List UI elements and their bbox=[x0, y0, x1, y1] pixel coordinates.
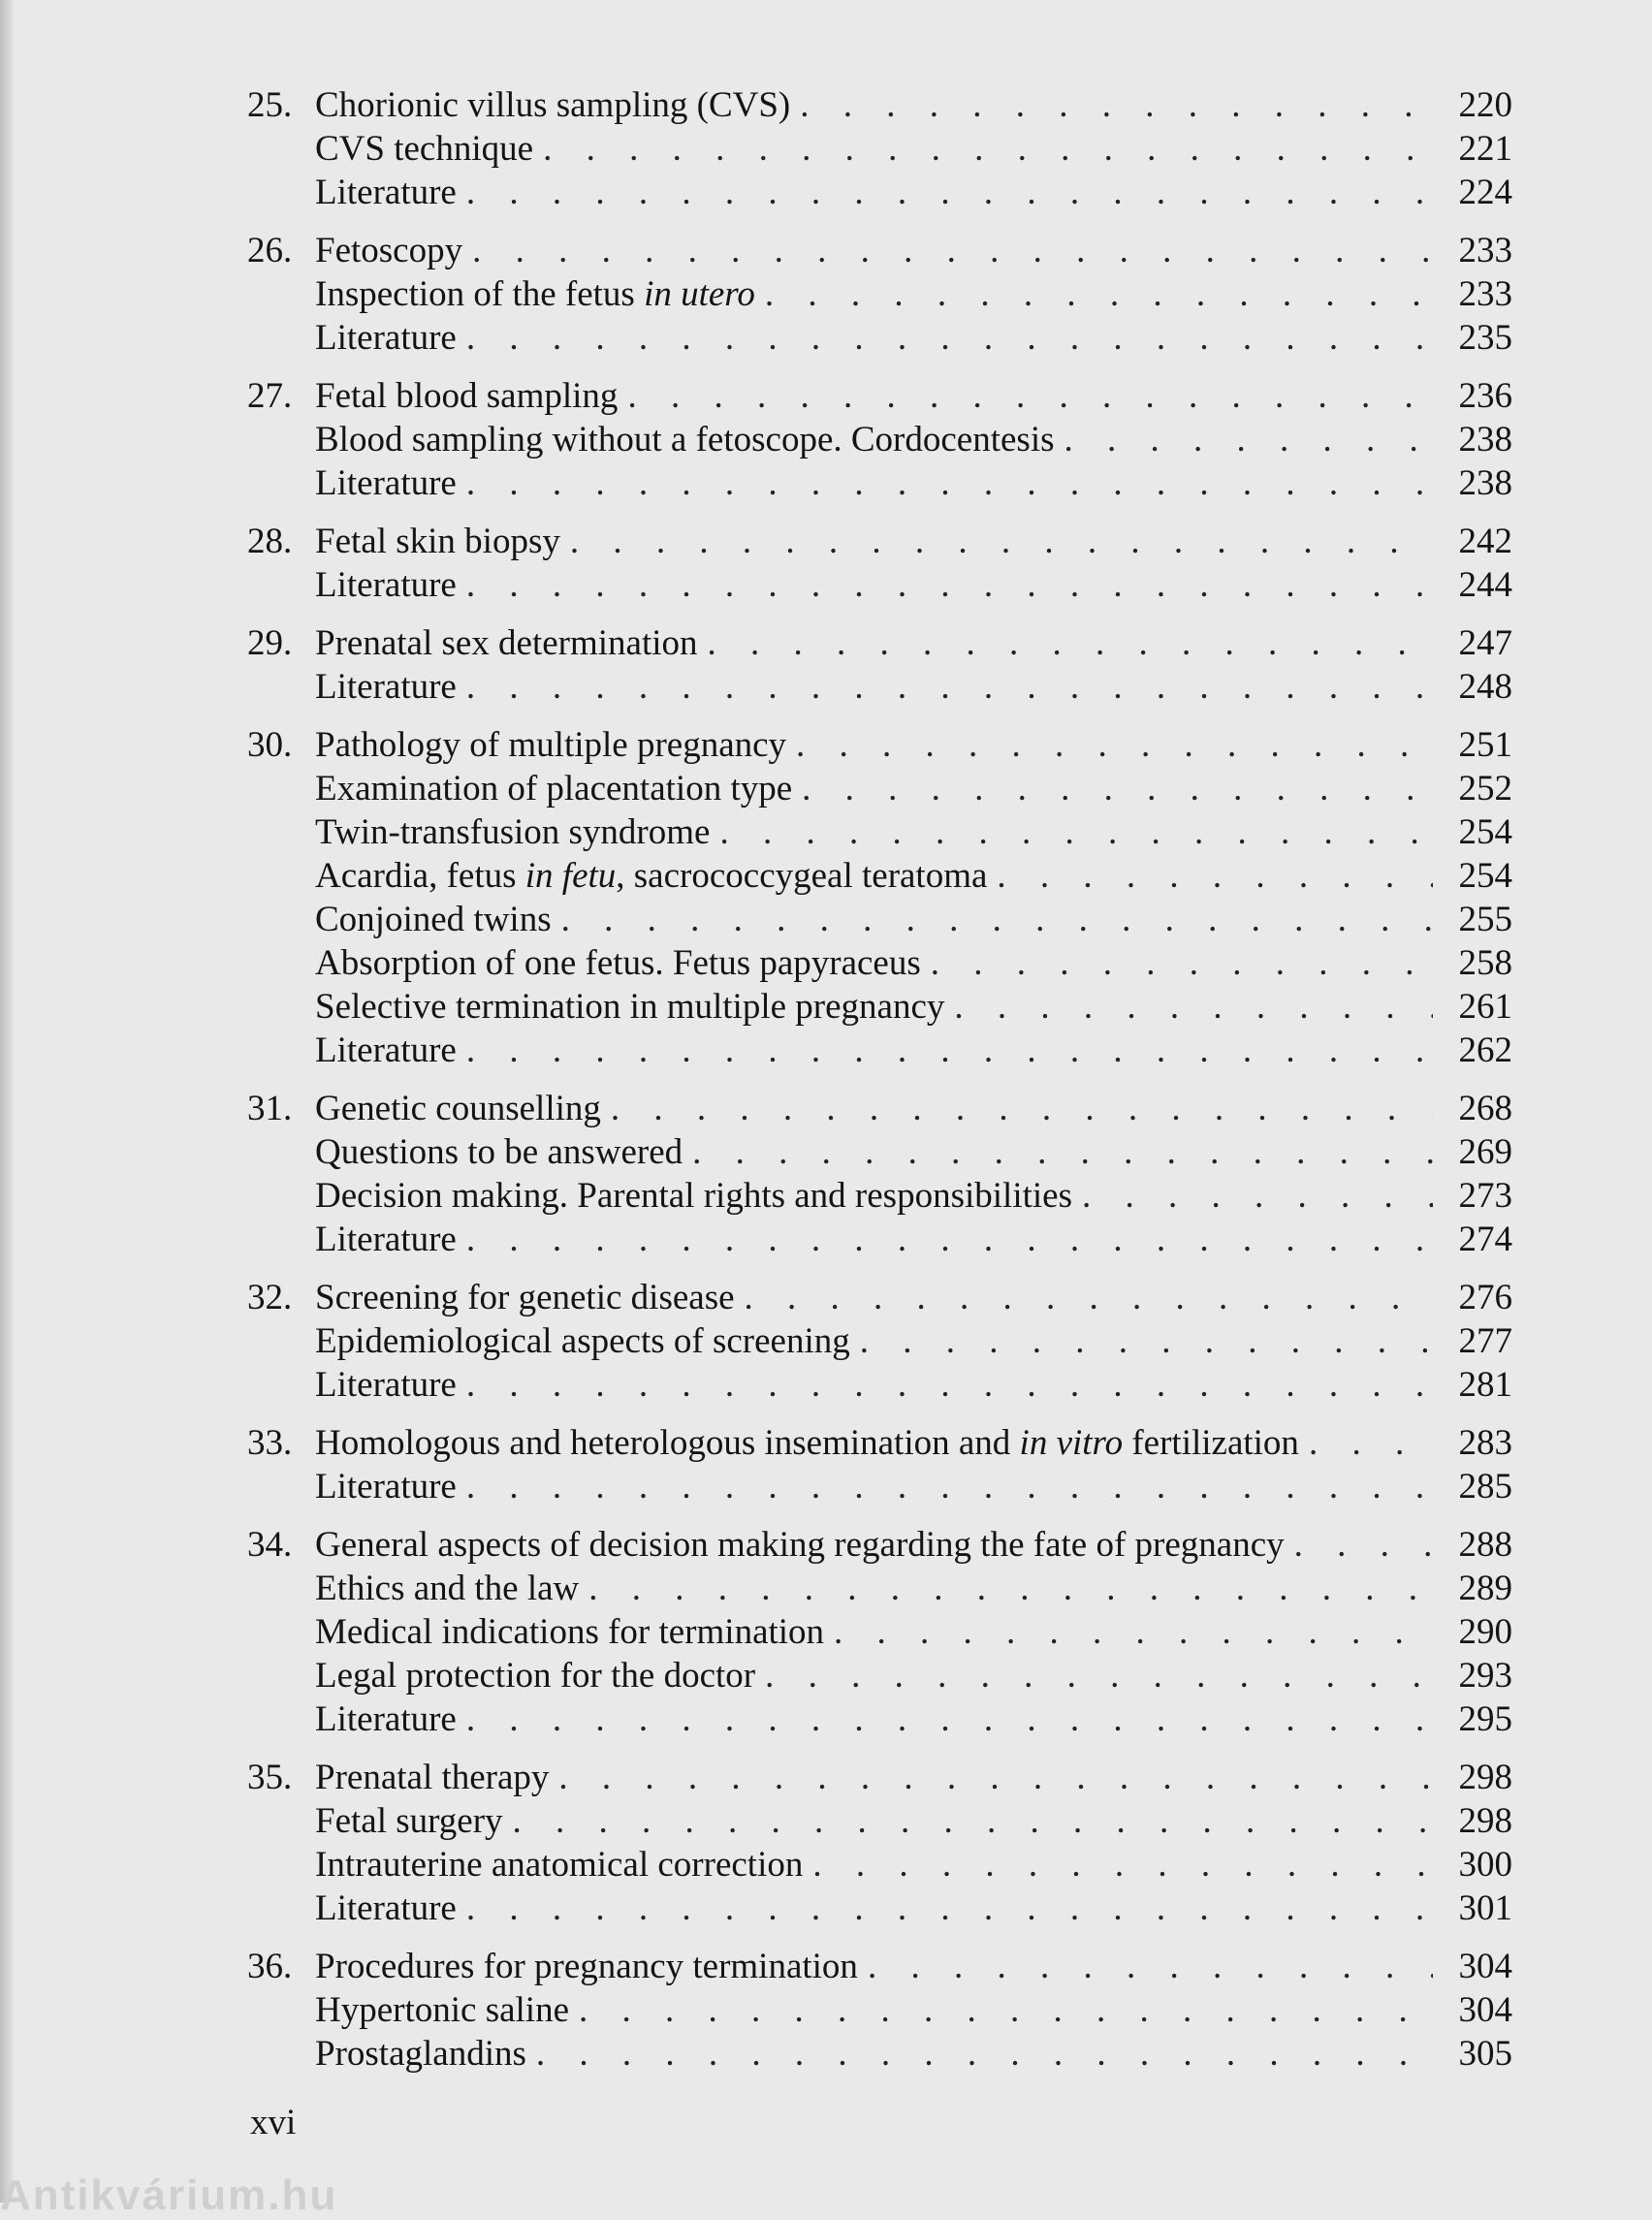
page-number: 236 bbox=[1458, 376, 1512, 416]
title-text: Literature bbox=[315, 318, 457, 358]
title-text: Conjoined twins bbox=[315, 900, 552, 939]
page-number: 283 bbox=[1458, 1423, 1512, 1463]
toc-chapter-block bbox=[247, 520, 1512, 607]
dot-leader bbox=[472, 229, 1433, 272]
toc-sub-entry bbox=[247, 1218, 1512, 1261]
title-text: Epidemiological aspects of screening bbox=[315, 1321, 850, 1361]
toc-chapter-entry bbox=[247, 229, 1512, 272]
toc-sub-entry bbox=[247, 1697, 1512, 1741]
section-title bbox=[315, 1843, 803, 1887]
title-text: Literature bbox=[315, 1467, 457, 1506]
title-text: Prenatal sex determination bbox=[315, 623, 698, 663]
toc-sub-entry bbox=[247, 1610, 1512, 1654]
dot-leader bbox=[1294, 1523, 1433, 1567]
page-number: 276 bbox=[1458, 1278, 1512, 1317]
section-title bbox=[315, 941, 921, 985]
toc-chapter-block bbox=[247, 1523, 1512, 1741]
toc-sub-entry bbox=[247, 272, 1512, 316]
toc-sub-entry bbox=[247, 1174, 1512, 1218]
chapter-title bbox=[315, 1276, 735, 1319]
page-number: 273 bbox=[1458, 1176, 1512, 1216]
title-text: Ethics and the law bbox=[315, 1569, 580, 1608]
toc-sub-entry bbox=[247, 563, 1512, 607]
chapter-title bbox=[315, 229, 462, 272]
chapter-number: 32. bbox=[247, 1278, 293, 1317]
chapter-title bbox=[315, 1087, 601, 1130]
title-italic-text: in fetu bbox=[524, 856, 617, 896]
dot-leader bbox=[1309, 1421, 1433, 1465]
dot-leader bbox=[513, 1799, 1433, 1843]
page-number: 268 bbox=[1458, 1089, 1512, 1128]
toc-sub-entry bbox=[247, 665, 1512, 709]
dot-leader bbox=[627, 374, 1433, 418]
title-text: Genetic counselling bbox=[315, 1089, 601, 1128]
dot-leader bbox=[466, 665, 1433, 709]
page-folio: xvi bbox=[250, 2103, 297, 2142]
title-text: Literature bbox=[315, 667, 457, 707]
page-number: 238 bbox=[1458, 420, 1512, 460]
section-title bbox=[315, 2032, 526, 2076]
chapter-number: 25. bbox=[247, 85, 293, 125]
page-number: 261 bbox=[1458, 987, 1512, 1027]
toc-sub-entry bbox=[247, 1363, 1512, 1407]
toc-sub-entry bbox=[247, 1130, 1512, 1174]
page-number: 301 bbox=[1458, 1888, 1512, 1928]
dot-leader bbox=[466, 1465, 1433, 1508]
toc-chapter-entry bbox=[247, 1087, 1512, 1130]
toc-chapter-entry bbox=[247, 520, 1512, 563]
title-text: Legal protection for the doctor bbox=[315, 1656, 756, 1696]
page-number: 274 bbox=[1458, 1220, 1512, 1259]
dot-leader bbox=[579, 1988, 1433, 2032]
chapter-number: 34. bbox=[247, 1525, 293, 1565]
toc-chapter-entry bbox=[247, 374, 1512, 418]
dot-leader bbox=[1082, 1174, 1433, 1218]
title-text: General aspects of decision making regarding the fate of pregnancy bbox=[315, 1525, 1285, 1565]
dot-leader bbox=[708, 621, 1433, 665]
dot-leader bbox=[765, 1654, 1433, 1697]
page-number: 304 bbox=[1458, 1947, 1512, 1986]
toc-sub-entry bbox=[247, 1799, 1512, 1843]
toc-sub-entry bbox=[247, 316, 1512, 360]
chapter-title bbox=[315, 1756, 549, 1799]
page-number: 247 bbox=[1458, 623, 1512, 663]
section-title bbox=[315, 810, 710, 854]
title-text: Pathology of multiple pregnancy bbox=[315, 725, 787, 765]
section-title bbox=[315, 272, 755, 316]
page-number: 298 bbox=[1458, 1801, 1512, 1841]
toc-chapter-block bbox=[247, 1945, 1512, 2076]
section-title bbox=[315, 418, 1055, 461]
table-of-contents bbox=[247, 83, 1512, 2090]
watermark-text: Antikvárium.hu bbox=[0, 2172, 338, 2219]
dot-leader bbox=[765, 272, 1433, 316]
dot-leader bbox=[719, 810, 1433, 854]
section-title bbox=[315, 1218, 457, 1261]
title-text: Literature bbox=[315, 1699, 457, 1739]
dot-leader bbox=[611, 1087, 1433, 1130]
toc-chapter-block bbox=[247, 621, 1512, 709]
toc-chapter-block bbox=[247, 374, 1512, 505]
toc-sub-entry bbox=[247, 2032, 1512, 2076]
toc-sub-entry bbox=[247, 1319, 1512, 1363]
page-number: 238 bbox=[1458, 463, 1512, 503]
chapter-title bbox=[315, 83, 790, 127]
section-title bbox=[315, 563, 457, 607]
toc-sub-entry bbox=[247, 418, 1512, 461]
page-number: 304 bbox=[1458, 1990, 1512, 2030]
page-number: 220 bbox=[1458, 85, 1512, 125]
title-text: Prostaglandins bbox=[315, 2034, 526, 2074]
toc-sub-entry bbox=[247, 1465, 1512, 1508]
page-number: 290 bbox=[1458, 1612, 1512, 1652]
dot-leader bbox=[802, 767, 1433, 810]
title-text: Inspection of the fetus bbox=[315, 274, 645, 314]
dot-leader bbox=[466, 1363, 1433, 1407]
page-number: 254 bbox=[1458, 812, 1512, 852]
title-text: Questions to be answered bbox=[315, 1132, 683, 1172]
toc-chapter-entry bbox=[247, 723, 1512, 767]
title-text: Medical indications for termination bbox=[315, 1612, 825, 1652]
page-number: 288 bbox=[1458, 1525, 1512, 1565]
title-text: Hypertonic saline bbox=[315, 1990, 569, 2030]
dot-leader bbox=[561, 898, 1433, 941]
page-number: 289 bbox=[1458, 1569, 1512, 1608]
toc-sub-entry bbox=[247, 127, 1512, 171]
page-number: 244 bbox=[1458, 565, 1512, 605]
dot-leader bbox=[466, 461, 1433, 505]
toc-chapter-block bbox=[247, 229, 1512, 360]
title-text: Decision making. Parental rights and responsibilities bbox=[315, 1176, 1072, 1216]
chapter-title bbox=[315, 1523, 1285, 1567]
toc-chapter-entry bbox=[247, 83, 1512, 127]
section-title bbox=[315, 665, 457, 709]
page-number: 233 bbox=[1458, 231, 1512, 270]
dot-leader bbox=[997, 854, 1433, 898]
chapter-number: 28. bbox=[247, 522, 293, 561]
dot-leader bbox=[466, 563, 1433, 607]
chapter-number: 35. bbox=[247, 1758, 293, 1797]
page-number: 269 bbox=[1458, 1132, 1512, 1172]
toc-sub-entry bbox=[247, 1029, 1512, 1072]
page-number: 285 bbox=[1458, 1467, 1512, 1506]
title-text: Absorption of one fetus. Fetus papyraceus bbox=[315, 943, 921, 983]
page-number: 248 bbox=[1458, 667, 1512, 707]
section-title bbox=[315, 1130, 683, 1174]
dot-leader bbox=[466, 171, 1433, 214]
dot-leader bbox=[954, 985, 1433, 1029]
toc-sub-entry bbox=[247, 1567, 1512, 1610]
page-number: 221 bbox=[1458, 129, 1512, 169]
toc-chapter-entry bbox=[247, 1421, 1512, 1465]
section-title bbox=[315, 171, 457, 214]
toc-chapter-block bbox=[247, 1087, 1512, 1261]
section-title bbox=[315, 767, 792, 810]
toc-chapter-block bbox=[247, 1421, 1512, 1508]
dot-leader bbox=[466, 316, 1433, 360]
page-number: 298 bbox=[1458, 1758, 1512, 1797]
dot-leader bbox=[543, 127, 1433, 171]
toc-chapter-block bbox=[247, 1276, 1512, 1407]
chapter-title bbox=[315, 723, 786, 767]
title-text: Selective termination in multiple pregnancy bbox=[315, 987, 945, 1027]
chapter-title bbox=[315, 1945, 858, 1988]
page-number: 233 bbox=[1458, 274, 1512, 314]
title-text: Literature bbox=[315, 1031, 457, 1070]
title-text: Blood sampling without a fetoscope. Cordocentesis bbox=[315, 420, 1055, 460]
title-text: Twin-transfusion syndrome bbox=[315, 812, 711, 852]
page-number: 254 bbox=[1458, 856, 1512, 896]
title-italic-text: in utero bbox=[644, 274, 755, 314]
toc-sub-entry bbox=[247, 1654, 1512, 1697]
chapter-number: 27. bbox=[247, 376, 293, 416]
section-title bbox=[315, 898, 552, 941]
page-number: 255 bbox=[1458, 900, 1512, 939]
dot-leader bbox=[466, 1218, 1433, 1261]
chapter-number: 33. bbox=[247, 1423, 293, 1463]
page-number: 251 bbox=[1458, 725, 1512, 765]
title-text: Screening for genetic disease bbox=[315, 1278, 735, 1317]
title-text: Literature bbox=[315, 565, 457, 605]
section-title bbox=[315, 854, 987, 898]
section-title bbox=[315, 1988, 569, 2032]
dot-leader bbox=[692, 1130, 1433, 1174]
toc-sub-entry bbox=[247, 985, 1512, 1029]
toc-sub-entry bbox=[247, 171, 1512, 214]
section-title bbox=[315, 127, 533, 171]
toc-chapter-entry bbox=[247, 621, 1512, 665]
dot-leader bbox=[812, 1843, 1433, 1887]
title-text: Fetal surgery bbox=[315, 1801, 503, 1841]
dot-leader bbox=[931, 941, 1433, 985]
title-text: Acardia, fetus bbox=[315, 856, 525, 896]
title-text: CVS technique bbox=[315, 129, 534, 169]
title-text: Prenatal therapy bbox=[315, 1758, 550, 1797]
title-text: Fetal blood sampling bbox=[315, 376, 619, 416]
title-trailing-text: fertilization bbox=[1123, 1423, 1299, 1463]
chapter-number: 26. bbox=[247, 231, 293, 270]
title-text: Homologous and heterologous insemination and bbox=[315, 1423, 1020, 1463]
title-italic-text: in vitro bbox=[1019, 1423, 1124, 1463]
section-title bbox=[315, 1654, 755, 1697]
title-text: Fetal skin biopsy bbox=[315, 522, 560, 561]
dot-leader bbox=[796, 723, 1433, 767]
title-text: Literature bbox=[315, 1888, 457, 1928]
section-title bbox=[315, 1887, 457, 1930]
page-number: 293 bbox=[1458, 1656, 1512, 1696]
section-title bbox=[315, 1174, 1072, 1218]
toc-sub-entry bbox=[247, 941, 1512, 985]
section-title bbox=[315, 1799, 503, 1843]
title-text: Literature bbox=[315, 1365, 457, 1405]
dot-leader bbox=[800, 83, 1433, 127]
chapter-title bbox=[315, 1421, 1299, 1465]
page-number: 258 bbox=[1458, 943, 1512, 983]
page-number: 300 bbox=[1458, 1845, 1512, 1885]
page-number: 224 bbox=[1458, 173, 1512, 212]
section-title bbox=[315, 1029, 457, 1072]
page-number: 235 bbox=[1458, 318, 1512, 358]
toc-chapter-block bbox=[247, 723, 1512, 1072]
dot-leader bbox=[466, 1029, 1433, 1072]
section-title bbox=[315, 1697, 457, 1741]
section-title bbox=[315, 1363, 457, 1407]
chapter-title bbox=[315, 621, 698, 665]
toc-chapter-block bbox=[247, 1756, 1512, 1930]
title-text: Fetoscopy bbox=[315, 231, 463, 270]
section-title bbox=[315, 1567, 579, 1610]
dot-leader bbox=[466, 1697, 1433, 1741]
chapter-title bbox=[315, 374, 618, 418]
title-text: Literature bbox=[315, 463, 457, 503]
toc-sub-entry bbox=[247, 898, 1512, 941]
title-text: Examination of placentation type bbox=[315, 769, 793, 809]
toc-chapter-entry bbox=[247, 1945, 1512, 1988]
toc-sub-entry bbox=[247, 854, 1512, 898]
dot-leader bbox=[860, 1319, 1433, 1363]
toc-chapter-entry bbox=[247, 1276, 1512, 1319]
page-number: 252 bbox=[1458, 769, 1512, 809]
title-text: Procedures for pregnancy termination bbox=[315, 1947, 858, 1986]
chapter-number: 30. bbox=[247, 725, 293, 765]
page-number: 242 bbox=[1458, 522, 1512, 561]
title-text: Chorionic villus sampling (CVS) bbox=[315, 85, 791, 125]
section-title bbox=[315, 1465, 457, 1508]
dot-leader bbox=[588, 1567, 1433, 1610]
title-text: Literature bbox=[315, 173, 457, 212]
dot-leader bbox=[558, 1756, 1433, 1799]
toc-sub-entry bbox=[247, 1988, 1512, 2032]
dot-leader bbox=[745, 1276, 1433, 1319]
page-number: 295 bbox=[1458, 1699, 1512, 1739]
dot-leader bbox=[1064, 418, 1434, 461]
toc-sub-entry bbox=[247, 1887, 1512, 1930]
toc-sub-entry bbox=[247, 767, 1512, 810]
toc-chapter-entry bbox=[247, 1523, 1512, 1567]
section-title bbox=[315, 1610, 824, 1654]
dot-leader bbox=[570, 520, 1433, 563]
dot-leader bbox=[466, 1887, 1433, 1930]
section-title bbox=[315, 985, 944, 1029]
chapter-title bbox=[315, 520, 560, 563]
section-title bbox=[315, 1319, 850, 1363]
chapter-number: 36. bbox=[247, 1947, 293, 1986]
page-edge-shadow bbox=[0, 0, 14, 2203]
page-number: 281 bbox=[1458, 1365, 1512, 1405]
dot-leader bbox=[834, 1610, 1433, 1654]
toc-chapter-block bbox=[247, 83, 1512, 214]
dot-leader bbox=[868, 1945, 1433, 1988]
page-number: 262 bbox=[1458, 1031, 1512, 1070]
toc-sub-entry bbox=[247, 810, 1512, 854]
dot-leader bbox=[536, 2032, 1433, 2076]
title-text: Literature bbox=[315, 1220, 457, 1259]
section-title bbox=[315, 316, 457, 360]
page-number: 277 bbox=[1458, 1321, 1512, 1361]
toc-sub-entry bbox=[247, 461, 1512, 505]
section-title bbox=[315, 461, 457, 505]
title-trailing-text: , sacrococcygeal teratoma bbox=[616, 856, 988, 896]
page-number: 305 bbox=[1458, 2034, 1512, 2074]
toc-sub-entry bbox=[247, 1843, 1512, 1887]
title-text: Intrauterine anatomical correction bbox=[315, 1845, 804, 1885]
chapter-number: 29. bbox=[247, 623, 293, 663]
toc-chapter-entry bbox=[247, 1756, 1512, 1799]
chapter-number: 31. bbox=[247, 1089, 293, 1128]
